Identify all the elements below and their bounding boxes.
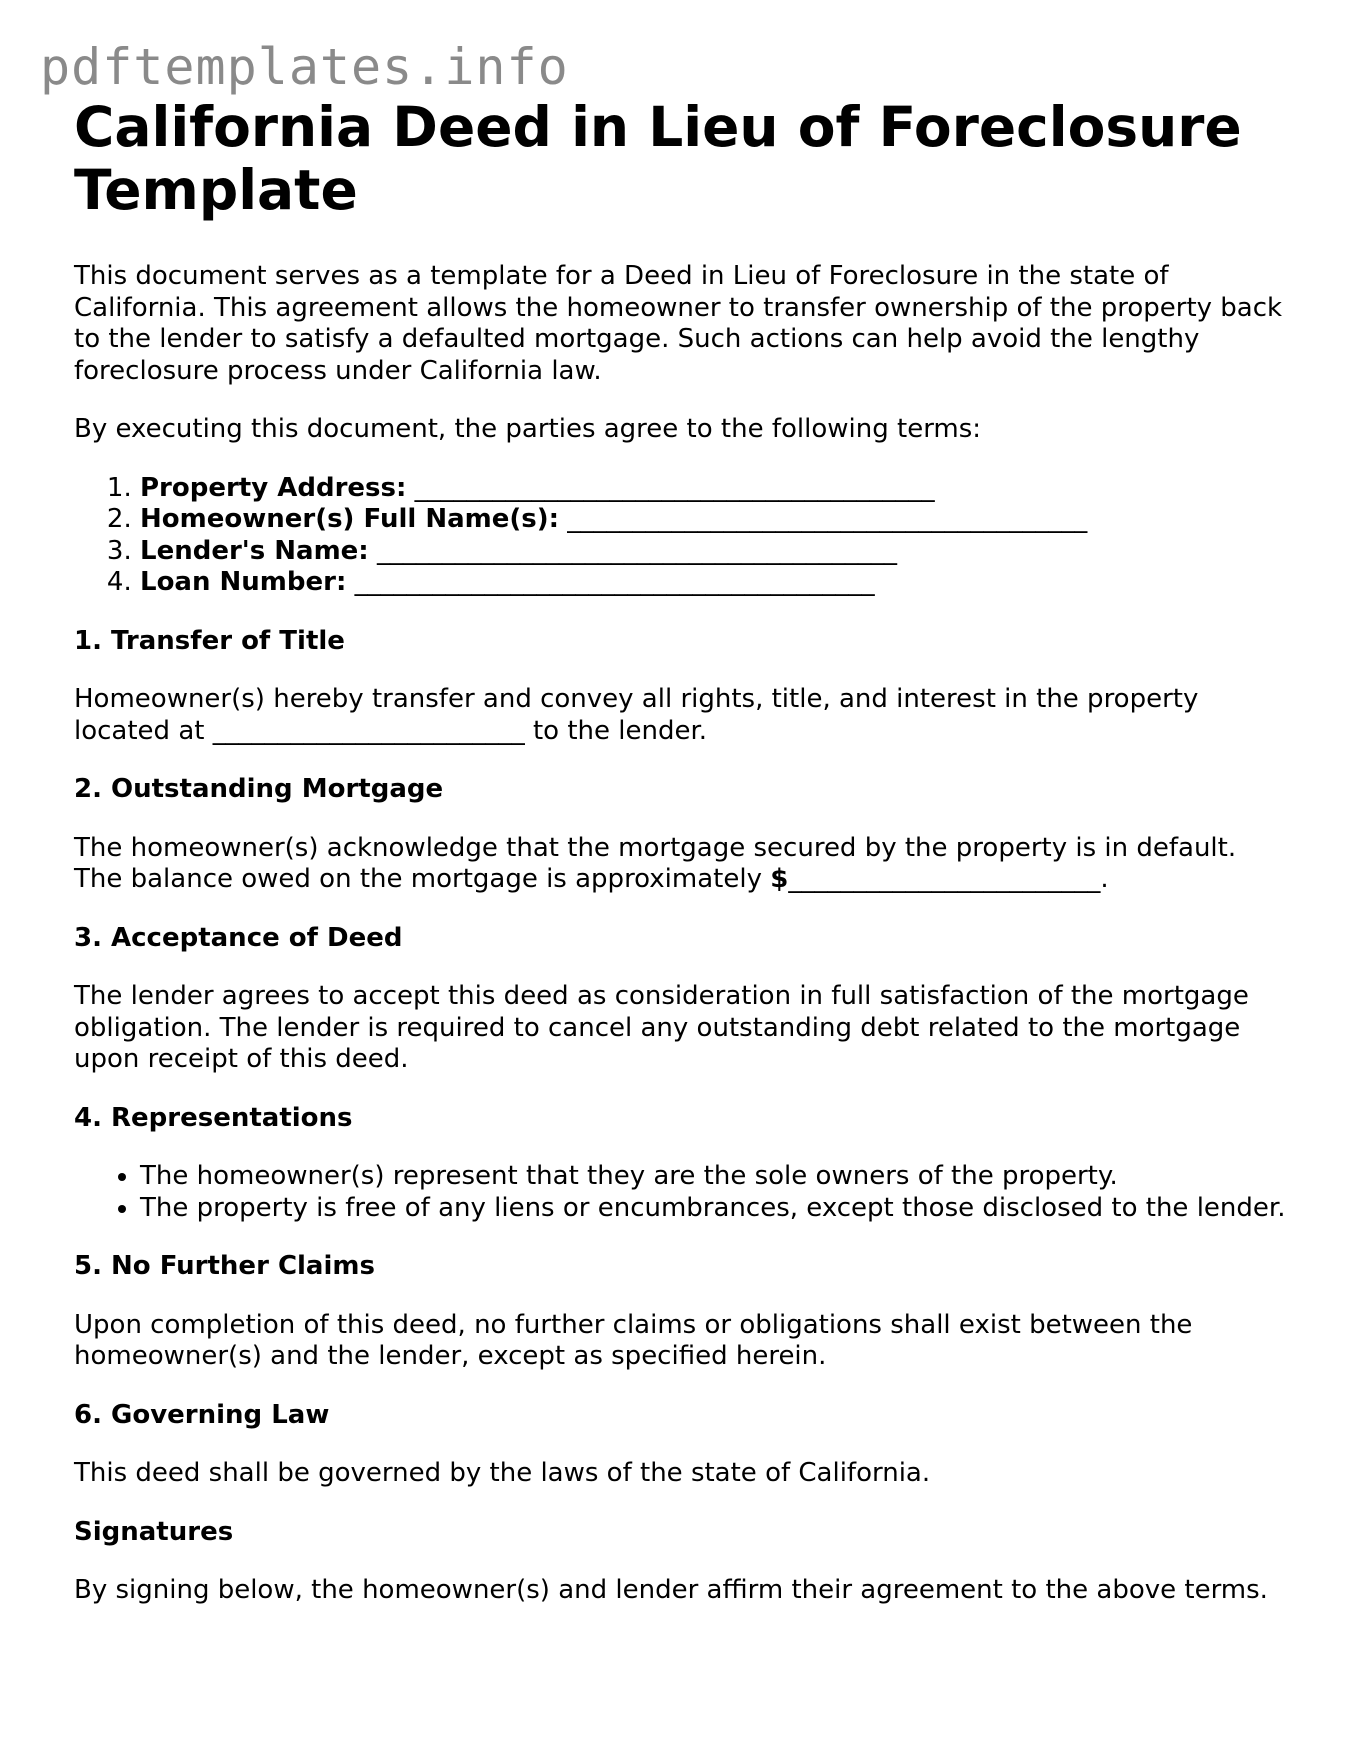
lender-name-blank[interactable]: ________________________________________ [376,535,897,566]
dollar-sign: $ [770,864,789,894]
transfer-text-b: to the lender. [524,715,708,746]
section-heading-law: 6. Governing Law [74,1399,330,1430]
field-label: Lender's Name: [140,535,369,566]
field-item [140,504,1289,536]
representations-list [74,1161,1289,1224]
homeowner-name-blank[interactable]: ________________________________________ [567,504,1088,534]
section-heading-representations: 4. Representations [74,1102,353,1133]
law-paragraph: This deed shall be governed by the laws of the state of California. [74,1458,931,1488]
terms-lead: By executing this document, the parties agree to the following terms: [74,414,982,444]
list-item: • The property is free of any liens or encumbrances, except those disclosed to the lender. [140,1193,1289,1225]
mortgage-text-a: The homeowner(s) acknowledge that the mortgage secured by the property is in default. The balance owed on the mortgage is approximately [74,832,1237,894]
claims-paragraph: Upon completion of this deed, no further claims or obligations shall exist between the homeowner(s) and the lender, except as specified herein. [74,1309,1193,1371]
loan-number-blank[interactable]: ________________________________________ [354,567,875,597]
field-item [140,536,1289,568]
section-heading-mortgage: 2. Outstanding Mortgage [74,774,444,804]
watermark: pdftemplates.info [40,38,569,96]
document-title: California Deed in Lieu of Foreclosure Template [74,95,1242,222]
transfer-paragraph [74,684,1289,747]
property-location-blank[interactable]: ________________________ [212,715,525,746]
section-heading-acceptance: 3. Acceptance of Deed [74,922,403,953]
intro-paragraph: This document serves as a template for a Deed in Lieu of Foreclosure in the state of California. This agreement allows the homeowner to transfer ownership of the property back to the lender to satisfy a defaulted mortgage. Such actions can help avoid the lengthy foreclosure process under California law. [74,261,1283,386]
property-address-blank[interactable]: ________________________________________ [414,472,935,503]
mortgage-text-b: . [1100,864,1109,894]
list-item: • The homeowner(s) represent that they are the sole owners of the property. [140,1161,1289,1193]
balance-blank[interactable]: ________________________ [788,864,1101,894]
signatures-paragraph: By signing below, the homeowner(s) and lender affirm their agreement to the above terms. [74,1575,1268,1605]
section-heading-signatures: Signatures [74,1516,234,1547]
acceptance-paragraph: The lender agrees to accept this deed as consideration in full satisfaction of the mortgage obligation. The lender is required to cancel any outstanding debt related to the mortgage upon receipt of this deed. [74,981,1249,1074]
mortgage-paragraph [74,833,1289,896]
transfer-text-a: Homeowner(s) hereby transfer and convey all rights, title, and interest in the property located at [74,684,1199,746]
field-item [140,473,1289,505]
field-label: Homeowner(s) Full Name(s): [140,504,560,534]
field-list [74,473,1289,599]
section-heading-claims: 5. No Further Claims [74,1251,375,1281]
field-item [140,567,1289,599]
field-label: Loan Number: [140,567,347,597]
document-page [74,96,1289,1607]
section-heading-transfer: 1. Transfer of Title [74,625,345,656]
field-label: Property Address: [140,472,407,503]
